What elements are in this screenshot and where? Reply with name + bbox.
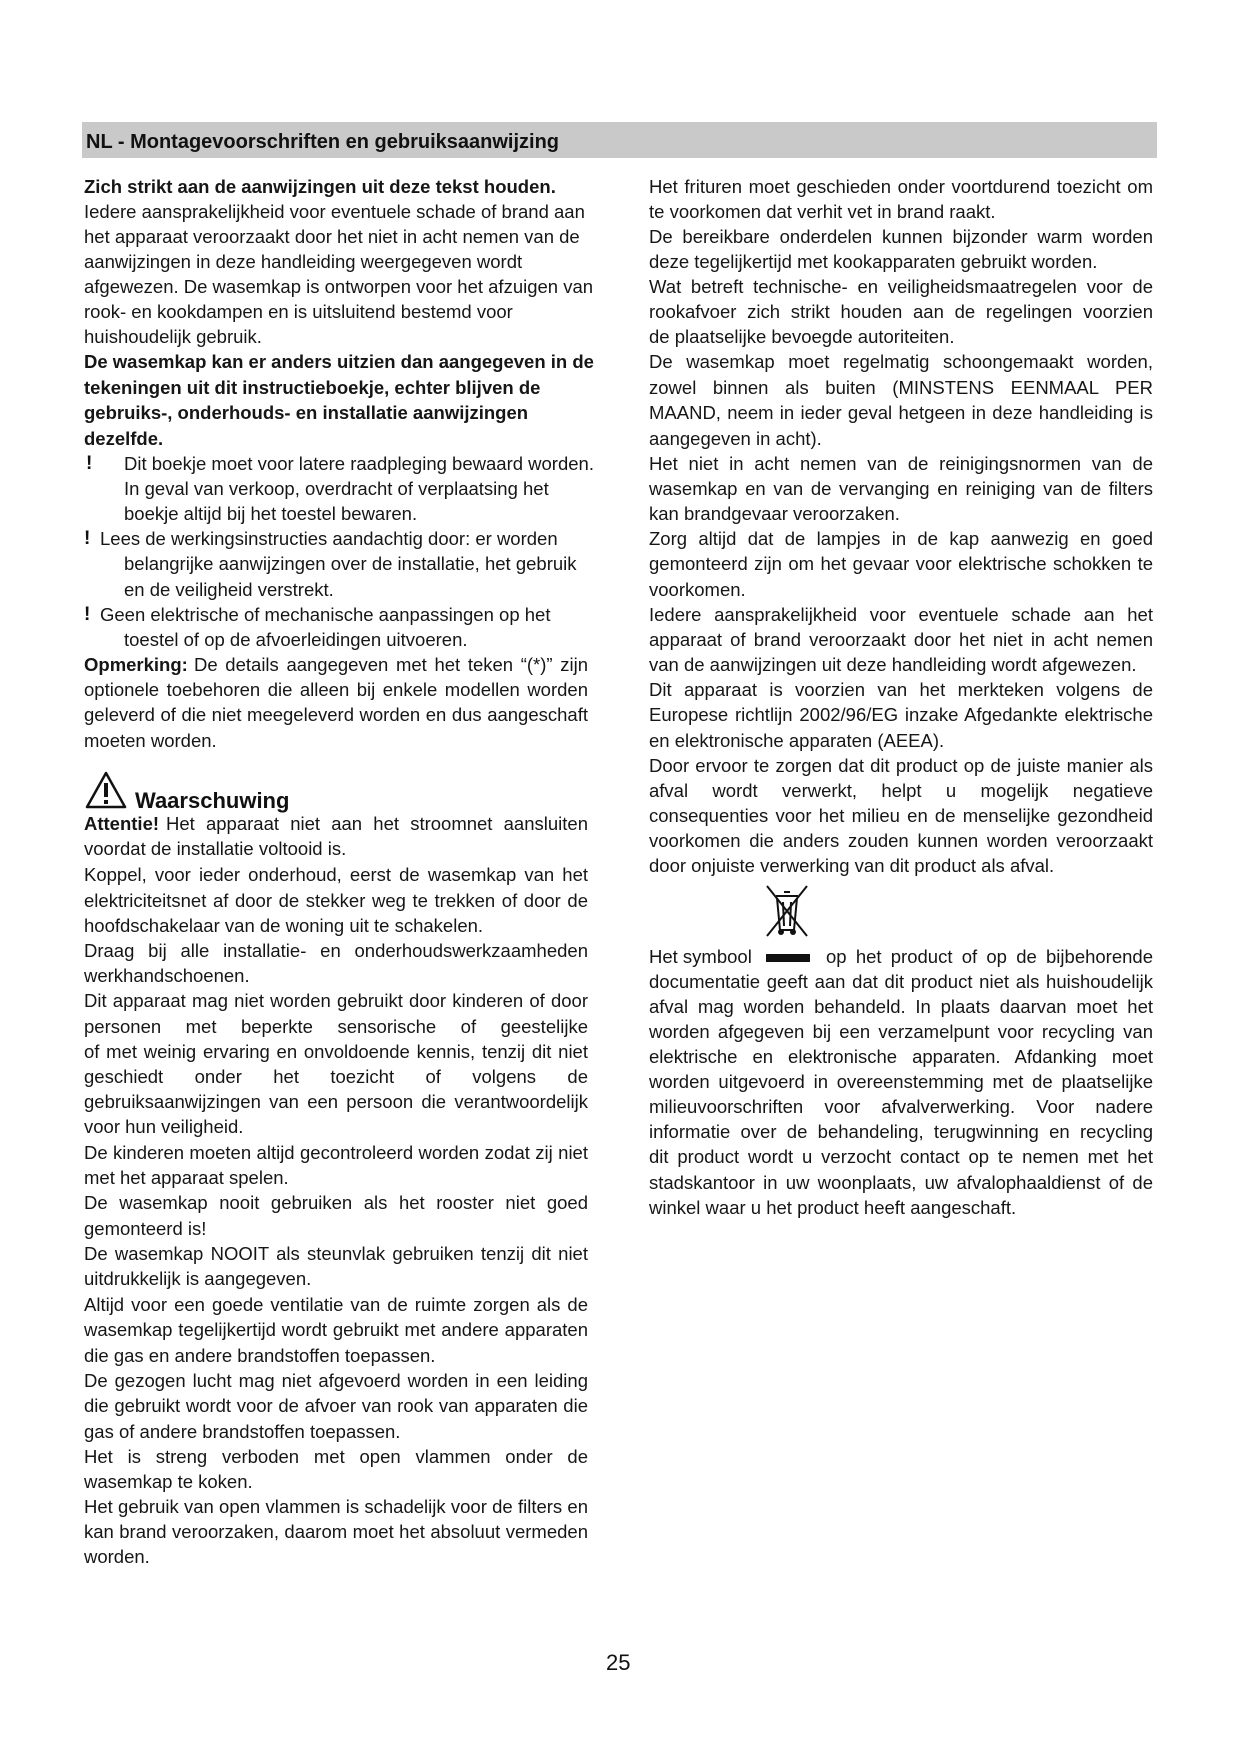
page-number: 25	[606, 1650, 631, 1675]
note-label: Opmerking:	[84, 654, 188, 675]
bold-note-line: gebruiks-, onderhouds- en installatie aanwijzingen	[84, 402, 529, 423]
right-text-line: Het niet in acht nemen van de reinigingsnormen van de	[649, 453, 1153, 474]
note-line: optionele toebehoren die alleen bij enkele modellen worden	[84, 679, 588, 700]
symbol-line-end: op het product of op de bijbehorende	[826, 946, 1153, 967]
right-text-line: Wat betreft technische- en veiligheidsmaatregelen voor de	[649, 276, 1153, 297]
warning-triangle-icon	[84, 770, 128, 810]
right-text-line: informatie over de behandeling, terugwinning en recycling	[649, 1121, 1153, 1142]
bullet-line: Geen elektrische of mechanische aanpassingen op het	[100, 604, 551, 625]
right-text-line: apparaat of brand veroorzaakt door het niet in acht nemen	[649, 629, 1153, 650]
right-text-line: De bereikbare onderdelen kunnen bijzonder warm worden	[649, 226, 1153, 247]
intro-line: huishoudelijk gebruik.	[84, 326, 262, 347]
exclamation-bullet: !	[84, 528, 91, 549]
warning-line: De kinderen moeten altijd gecontroleerd worden zodat zij niet	[84, 1142, 588, 1163]
warning-line: Dit apparaat mag niet worden gebruikt door kinderen of door	[84, 990, 588, 1011]
right-text-line: aangegeven in acht).	[649, 428, 822, 449]
right-text-line: documentatie geeft aan dat dit product niet als huishoudelijk	[649, 971, 1153, 992]
warning-line: De wasemkap NOOIT als steunvlak gebruiken tenzij dit niet	[84, 1243, 588, 1264]
warning-line: wasemkap tegelijkertijd wordt gebruikt met andere apparaten	[84, 1319, 588, 1340]
right-text-line: afval wordt verwerkt, helpt u mogelijk negatieve	[649, 780, 1153, 801]
right-text-line: rookafvoer zich strikt houden aan de regelingen voorzien	[649, 301, 1153, 322]
bold-note-line: De wasemkap kan er anders uitzien dan aangegeven in de	[84, 351, 594, 372]
right-text-line: consequenties voor het milieu en de menselijke gezondheid	[649, 805, 1153, 826]
bullet-line: en de veiligheid verstrekt.	[124, 579, 334, 600]
attention-label: Attentie!	[84, 813, 160, 834]
intro-heading: Zich strikt aan de aanwijzingen uit deze tekst houden.	[84, 176, 556, 197]
right-text-line: door onjuiste verwerking van dit product als afval.	[649, 855, 1055, 876]
bold-note-line: tekeningen uit dit instructieboekje, echter blijven de	[84, 377, 541, 398]
warning-line: De wasemkap nooit gebruiken als het rooster niet goed	[84, 1192, 588, 1213]
intro-line: het apparaat veroorzaakt door het niet in acht nemen van de	[84, 226, 580, 247]
section-title: NL - Montagevoorschriften en gebruiksaanwijzing	[86, 131, 560, 153]
right-text-line: afval mag worden behandeld. In plaats daarvan moet het	[649, 996, 1153, 1017]
exclamation-bullet: !	[84, 604, 91, 625]
warning-line: voor hun veiligheid.	[84, 1116, 244, 1137]
warning-line: met het apparaat spelen.	[84, 1167, 289, 1188]
warning-line: De gezogen lucht mag niet afgevoerd worden in een leiding	[84, 1370, 588, 1391]
bold-note-line: dezelfde.	[84, 428, 164, 449]
warning-line: kan brand veroorzaken, daarom moet het absoluut vermeden	[84, 1521, 588, 1542]
note-line: geleverd of die niet meegeleverd worden en dus aangeschaft	[84, 704, 588, 725]
warning-line: Het apparaat niet aan het stroomnet aansluiten	[166, 813, 588, 834]
right-text-line: gemonteerd zijn om het gevaar voor elektrische schokken te	[649, 553, 1153, 574]
right-text-line: dit product wordt u verzocht contact op te nemen met het	[649, 1146, 1153, 1167]
warning-line: Het gebruik van open vlammen is schadelijk voor de filters en	[84, 1496, 588, 1517]
right-text-line: De wasemkap moet regelmatig schoongemaakt worden,	[649, 351, 1153, 372]
right-text-line: elektrische en elektronische apparaten. Afdanking moet	[649, 1046, 1153, 1067]
warning-line: geschiedt onder het toezicht of volgens de	[84, 1066, 588, 1087]
right-text-line: deze tegelijkertijd met kookapparaten gebruikt worden.	[649, 251, 1098, 272]
bullet-line: toestel of op de afvoerleidingen uitvoeren.	[124, 629, 468, 650]
symbol-line-start: Het symbool	[649, 946, 752, 967]
right-text-line: stadskantoor in uw woonplaats, uw afvalophaaldienst of de	[649, 1172, 1153, 1193]
bullet-line: Dit boekje moet voor latere raadpleging bewaard worden.	[124, 453, 594, 474]
right-text-line: winkel waar u het product heeft aangeschaft.	[649, 1197, 1017, 1218]
right-text-line: voorkomen die anders zouden kunnen worden veroorzaakt	[649, 830, 1153, 851]
warning-line: werkhandschoenen.	[84, 965, 250, 986]
right-text-line: kan brandgevaar veroorzaken.	[649, 503, 900, 524]
warning-line: gas of andere brandstoffen toepassen.	[84, 1421, 401, 1442]
right-text-line: wasemkap en van de vervanging en reiniging van de filters	[649, 478, 1153, 499]
right-text-line: Het frituren moet geschieden onder voortdurend toezicht om	[649, 176, 1153, 197]
warning-line: wasemkap te koken.	[84, 1471, 253, 1492]
warning-line: worden.	[84, 1546, 150, 1567]
warning-line: Altijd voor een goede ventilatie van de ruimte zorgen als de	[84, 1294, 588, 1315]
warning-line: Het is streng verboden met open vlammen onder de	[84, 1446, 588, 1467]
right-text-line: worden uitgevoerd in overeenstemming met de plaatselijke	[649, 1071, 1153, 1092]
intro-line: rook- en kookdampen en is uitsluitend bestemd voor	[84, 301, 513, 322]
bullet-line: boekje altijd bij het toestel bewaren.	[124, 503, 418, 524]
right-text-line: Dit apparaat is voorzien van het merkteken volgens de	[649, 679, 1153, 700]
warning-line: die gas en andere brandstoffen toepassen.	[84, 1345, 436, 1366]
crossed-bin-icon	[762, 880, 812, 938]
warning-line: die gebruikt wordt voor de afvoer van rook van apparaten die	[84, 1395, 588, 1416]
bullet-line: belangrijke aanwijzingen over de installatie, het gebruik	[124, 553, 577, 574]
right-text-line: te voorkomen dat verhit vet in brand raakt.	[649, 201, 996, 222]
warning-line: gemonteerd is!	[84, 1218, 207, 1239]
warning-line: voordat de installatie voltooid is.	[84, 838, 347, 859]
warning-line: uitdrukkelijk is aangegeven.	[84, 1268, 312, 1289]
intro-line: afgewezen. De wasemkap is ontworpen voor het afzuigen van	[84, 276, 594, 297]
warning-line: gebruiksaanwijzingen van een persoon die verantwoordelijk	[84, 1091, 588, 1112]
right-text-line: van de aanwijzingen uit deze handleiding wordt afgewezen.	[649, 654, 1137, 675]
right-text-line: milieuvoorschriften voor afvalverwerking. Voor nadere	[649, 1096, 1153, 1117]
bullet-line: In geval van verkoop, overdracht of verplaatsing het	[124, 478, 549, 499]
warning-line: Koppel, voor ieder onderhoud, eerst de wasemkap van het	[84, 864, 588, 885]
bullet-line: Lees de werkingsinstructies aandachtig door: er worden	[100, 528, 558, 549]
warning-title: Waarschuwing	[135, 788, 290, 813]
warning-line: hoofdschakelaar van de woning uit te schakelen.	[84, 915, 484, 936]
right-text-line: voorkomen.	[649, 579, 746, 600]
right-text-line: Door ervoor te zorgen dat dit product op de juiste manier als	[649, 755, 1153, 776]
warning-line: of met weinig ervaring en onvoldoende kennis, tenzij dit niet	[84, 1041, 588, 1062]
right-text-line: Europese richtlijn 2002/96/EG inzake Afgedankte elektrische	[649, 704, 1153, 725]
collection-bar-symbol	[766, 954, 810, 962]
note-line: moeten worden.	[84, 730, 217, 751]
right-text-line: de plaatselijke bevoegde autoriteiten.	[649, 326, 955, 347]
right-text-line: MAAND, neem in ieder geval hetgeen in deze handleiding is	[649, 402, 1153, 423]
warning-line: personen met beperkte sensorische of geestelijke	[84, 1016, 588, 1037]
intro-line: aanwijzingen in deze handleiding weergegeven wordt	[84, 251, 523, 272]
warning-line: Draag bij alle installatie- en onderhoudswerkzaamheden	[84, 940, 588, 961]
exclamation-bullet: !	[86, 453, 93, 474]
right-text-line: Zorg altijd dat de lampjes in de kap aanwezig en goed	[649, 528, 1153, 549]
warning-line: elektriciteitsnet af door de stekker weg te trekken of door de	[84, 890, 588, 911]
right-text-line: en elektronische apparaten (AEEA).	[649, 730, 945, 751]
right-text-line: Iedere aansprakelijkheid voor eventuele schade aan het	[649, 604, 1153, 625]
right-text-line: worden afgegeven bij een verzamelpunt voor recycling van	[649, 1021, 1153, 1042]
intro-line: Iedere aansprakelijkheid voor eventuele schade of brand aan	[84, 201, 585, 222]
note-line: De details aangegeven met het teken “(*)” zijn	[194, 654, 588, 675]
right-text-line: zowel binnen als buiten (MINSTENS EENMAAL PER	[649, 377, 1153, 398]
